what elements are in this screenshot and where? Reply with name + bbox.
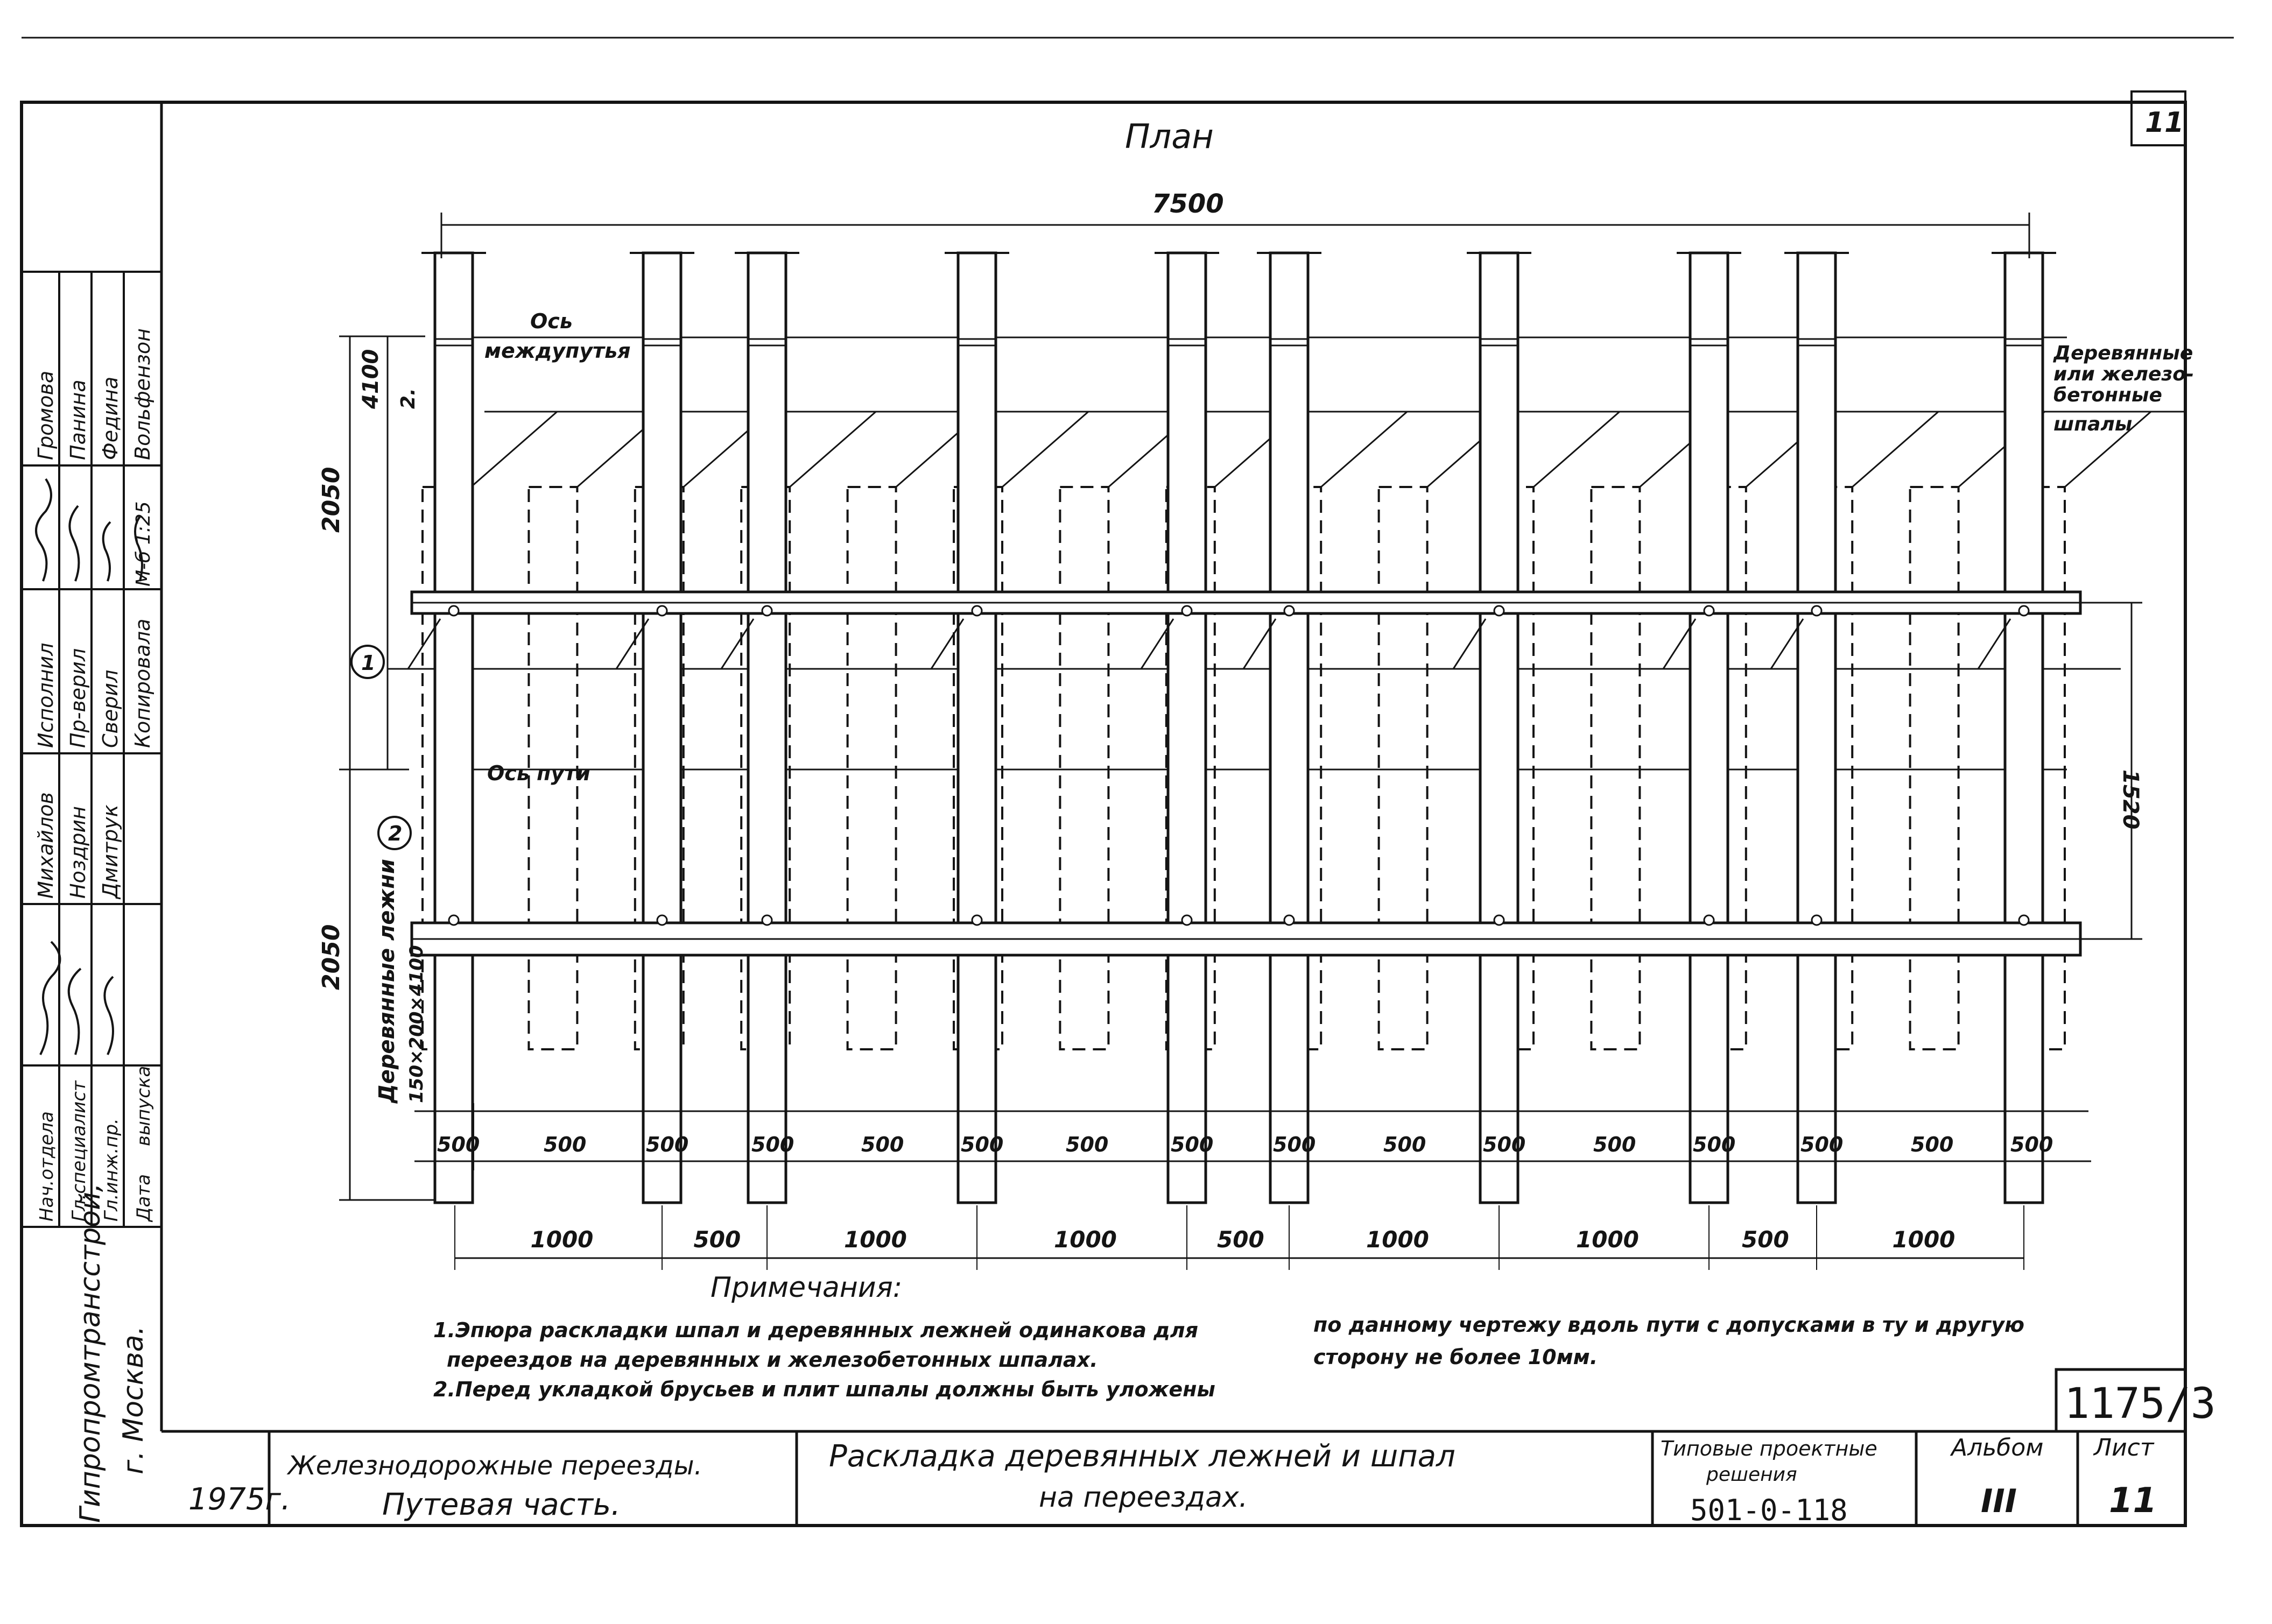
row2-dimension-label: 1000 xyxy=(1892,1226,1956,1253)
label-sleepers-1: Деревянные xyxy=(2053,342,2193,364)
sleeper-dashed xyxy=(1910,487,1959,1049)
rail-fastening xyxy=(657,606,667,616)
title-year: 1975г. xyxy=(188,1482,291,1517)
sleeper-dashed xyxy=(1060,487,1108,1049)
sleeper-hatch-line xyxy=(471,412,557,487)
label-timbers-2: 150×200×4100 xyxy=(406,945,427,1103)
sleeper-hatch-line xyxy=(1321,412,1407,487)
dimension-4100: 4100 xyxy=(358,349,383,409)
sleeper-hatch-line xyxy=(1534,412,1620,487)
label-sleepers-2: или железо- xyxy=(2053,363,2194,385)
label-sleepers-4: шпалы xyxy=(2053,413,2133,435)
drawing-title: План xyxy=(1125,117,1214,156)
rail-fastening xyxy=(1494,606,1504,616)
rail-fastening xyxy=(762,915,772,925)
dimensions-layer xyxy=(339,213,2142,1270)
note-line-5: сторону не более 10мм. xyxy=(1313,1345,1598,1369)
row2-dimension-label: 500 xyxy=(1217,1226,1264,1253)
row1-dimension-label: 500 xyxy=(1066,1133,1109,1156)
stamp-name2-2: Панина xyxy=(66,379,90,460)
row1-dimension-label: 500 xyxy=(1800,1133,1844,1156)
stamp-name-2: Ноздрин xyxy=(66,806,90,899)
stamp-issue-label: выпуска xyxy=(133,1065,154,1146)
marker-2-label: 2 xyxy=(388,822,403,845)
row1-dimension-label: 500 xyxy=(1171,1133,1214,1156)
stamp-city: г. Москва. xyxy=(117,1325,150,1474)
stamp-role2-1: Исполнил xyxy=(34,642,58,748)
row2-dimension-label: 1000 xyxy=(844,1226,907,1253)
rail-fastening xyxy=(1704,606,1714,616)
note-line-2: переездов на деревянных и железобетонных шпалах. xyxy=(447,1348,1098,1372)
stamp-name2-3: Федина xyxy=(99,376,122,460)
note-line-1: 1.Эпюра раскладки шпал и деревянных лежней одинакова для xyxy=(433,1318,1199,1342)
dimension-2: 2. xyxy=(397,388,419,409)
row1-dimension-label: 500 xyxy=(1483,1133,1526,1156)
typical-solutions-2: решения xyxy=(1706,1464,1797,1486)
row2-dimension-label: 500 xyxy=(1742,1226,1789,1253)
typical-solutions-1: Типовые проектные xyxy=(1661,1437,1877,1460)
project-name-2: Путевая часть. xyxy=(382,1487,621,1522)
sheet-frame xyxy=(22,38,2234,1526)
rail-fastening xyxy=(1812,606,1821,616)
rail-fastening xyxy=(1284,606,1294,616)
stamp-name-1: Михайлов xyxy=(34,792,58,899)
note-line-4: по данному чертежу вдоль пути с допусками в ту и другую xyxy=(1313,1313,2024,1337)
row1-dimension-label: 500 xyxy=(1593,1133,1636,1156)
row1-dimension-label: 500 xyxy=(544,1133,587,1156)
rail-fastening xyxy=(2019,915,2029,925)
rail-fastening xyxy=(657,915,667,925)
row1-dimension-label: 500 xyxy=(1693,1133,1736,1156)
rail-fastening xyxy=(1284,915,1294,925)
dimension-2050-bottom: 2050 xyxy=(318,924,345,990)
row1-dimension-label: 500 xyxy=(751,1133,794,1156)
signatures xyxy=(36,479,142,1055)
label-track-axis: Ось пути xyxy=(487,761,590,785)
stamp-organization: Гипропромтрансстрой, xyxy=(74,1183,107,1523)
timber xyxy=(958,253,996,1203)
timber xyxy=(748,253,786,1203)
timber xyxy=(435,253,473,1203)
sheet-corner-number: 11 xyxy=(2145,107,2184,139)
sleeper-dashed xyxy=(848,487,896,1049)
timber xyxy=(1798,253,1835,1203)
row1-dimension-label: 500 xyxy=(861,1133,904,1156)
sleeper-hatch-line xyxy=(790,412,876,487)
stamp-role2-4: Копировала xyxy=(131,618,154,748)
stamp-role2-2: Пр-верил xyxy=(66,648,90,748)
sleeper-dashed xyxy=(1379,487,1427,1049)
typical-solutions-3: 501-0-118 xyxy=(1690,1493,1848,1527)
title-block xyxy=(269,91,2185,1526)
label-axis-between-2: междупутья xyxy=(484,339,631,363)
row2-dimension-label: 1000 xyxy=(530,1226,594,1253)
dimension-1520: 1520 xyxy=(2118,769,2143,830)
stamp-name2-4: Вольфензон xyxy=(131,328,154,460)
stamp-name-3: Дмитрук xyxy=(99,804,122,899)
label-sleepers-3: бетонные xyxy=(2053,384,2162,406)
row1-dimension-label: 500 xyxy=(1911,1133,1954,1156)
label-timbers-1: Деревянные лежни xyxy=(375,859,399,1103)
rail-fastening xyxy=(972,915,982,925)
rail-fastening xyxy=(2019,606,2029,616)
timber xyxy=(1690,253,1728,1203)
timber xyxy=(1480,253,1518,1203)
rail-fastening xyxy=(1182,606,1192,616)
row1-dimension-label: 500 xyxy=(2010,1133,2053,1156)
stamp-role2-3: Сверил xyxy=(99,669,122,748)
sleeper-hatch-line xyxy=(1002,412,1088,487)
rail-fastening xyxy=(449,606,459,616)
album-value: III xyxy=(1981,1482,2017,1520)
row2-dimension-label: 500 xyxy=(693,1226,741,1253)
rail-fastening xyxy=(1182,915,1192,925)
timber xyxy=(1270,253,1308,1203)
timber xyxy=(643,253,681,1203)
rail-fastening xyxy=(762,606,772,616)
rail-fastening xyxy=(449,915,459,925)
sleeper-dashed xyxy=(1591,487,1640,1049)
dimension-2050-top: 2050 xyxy=(318,467,345,533)
stamp-role-1: Нач.отдела xyxy=(36,1111,58,1221)
row1-dimension-label: 500 xyxy=(646,1133,689,1156)
label-axis-between-1: Ось xyxy=(530,309,573,333)
rail-fastening xyxy=(972,606,982,616)
project-name-1: Железнодорожные переезды. xyxy=(288,1451,702,1481)
rail-fastening xyxy=(1812,915,1821,925)
rail-fastening xyxy=(1494,915,1504,925)
timber xyxy=(1168,253,1206,1203)
album-label: Альбом xyxy=(1951,1434,2044,1461)
sleeper-hatch-line xyxy=(1852,412,1938,487)
timbers-layer xyxy=(408,253,2056,1203)
stamp-name2-1: Громова xyxy=(34,370,58,460)
sheet-title-2: на переездах. xyxy=(1039,1481,1248,1514)
notes-heading: Примечания: xyxy=(711,1272,903,1304)
stamp-role-3: Гл.инж.пр. xyxy=(101,1118,122,1221)
rail-fastening xyxy=(1704,915,1714,925)
overall-dimension: 7500 xyxy=(1152,189,1224,219)
stamp-role-2: Гл.специалист xyxy=(68,1081,90,1221)
row1-dimension-label: 500 xyxy=(1273,1133,1316,1156)
row2-dimension-label: 1000 xyxy=(1576,1226,1639,1253)
row2-dimension-label: 1000 xyxy=(1366,1226,1429,1253)
stamp-date-label: Дата xyxy=(133,1174,154,1221)
row1-dimension-label: 500 xyxy=(437,1133,480,1156)
sheet-label: Лист xyxy=(2094,1434,2154,1461)
stamp-scale: М-б 1:25 xyxy=(132,501,154,587)
document-code: 1175/3 xyxy=(2064,1380,2216,1428)
row1-dimension-label: 500 xyxy=(1383,1133,1426,1156)
marker-1-label: 1 xyxy=(361,651,376,675)
sheet-title-1: Раскладка деревянных лежней и шпал xyxy=(829,1439,1455,1474)
sheet-value: 11 xyxy=(2109,1481,2157,1521)
row2-dimension-label: 1000 xyxy=(1054,1226,1117,1253)
timber xyxy=(2005,253,2043,1203)
row1-dimension-label: 500 xyxy=(961,1133,1004,1156)
note-line-3: 2.Перед укладкой брусьев и плит шпалы должны быть уложены xyxy=(433,1378,1215,1401)
